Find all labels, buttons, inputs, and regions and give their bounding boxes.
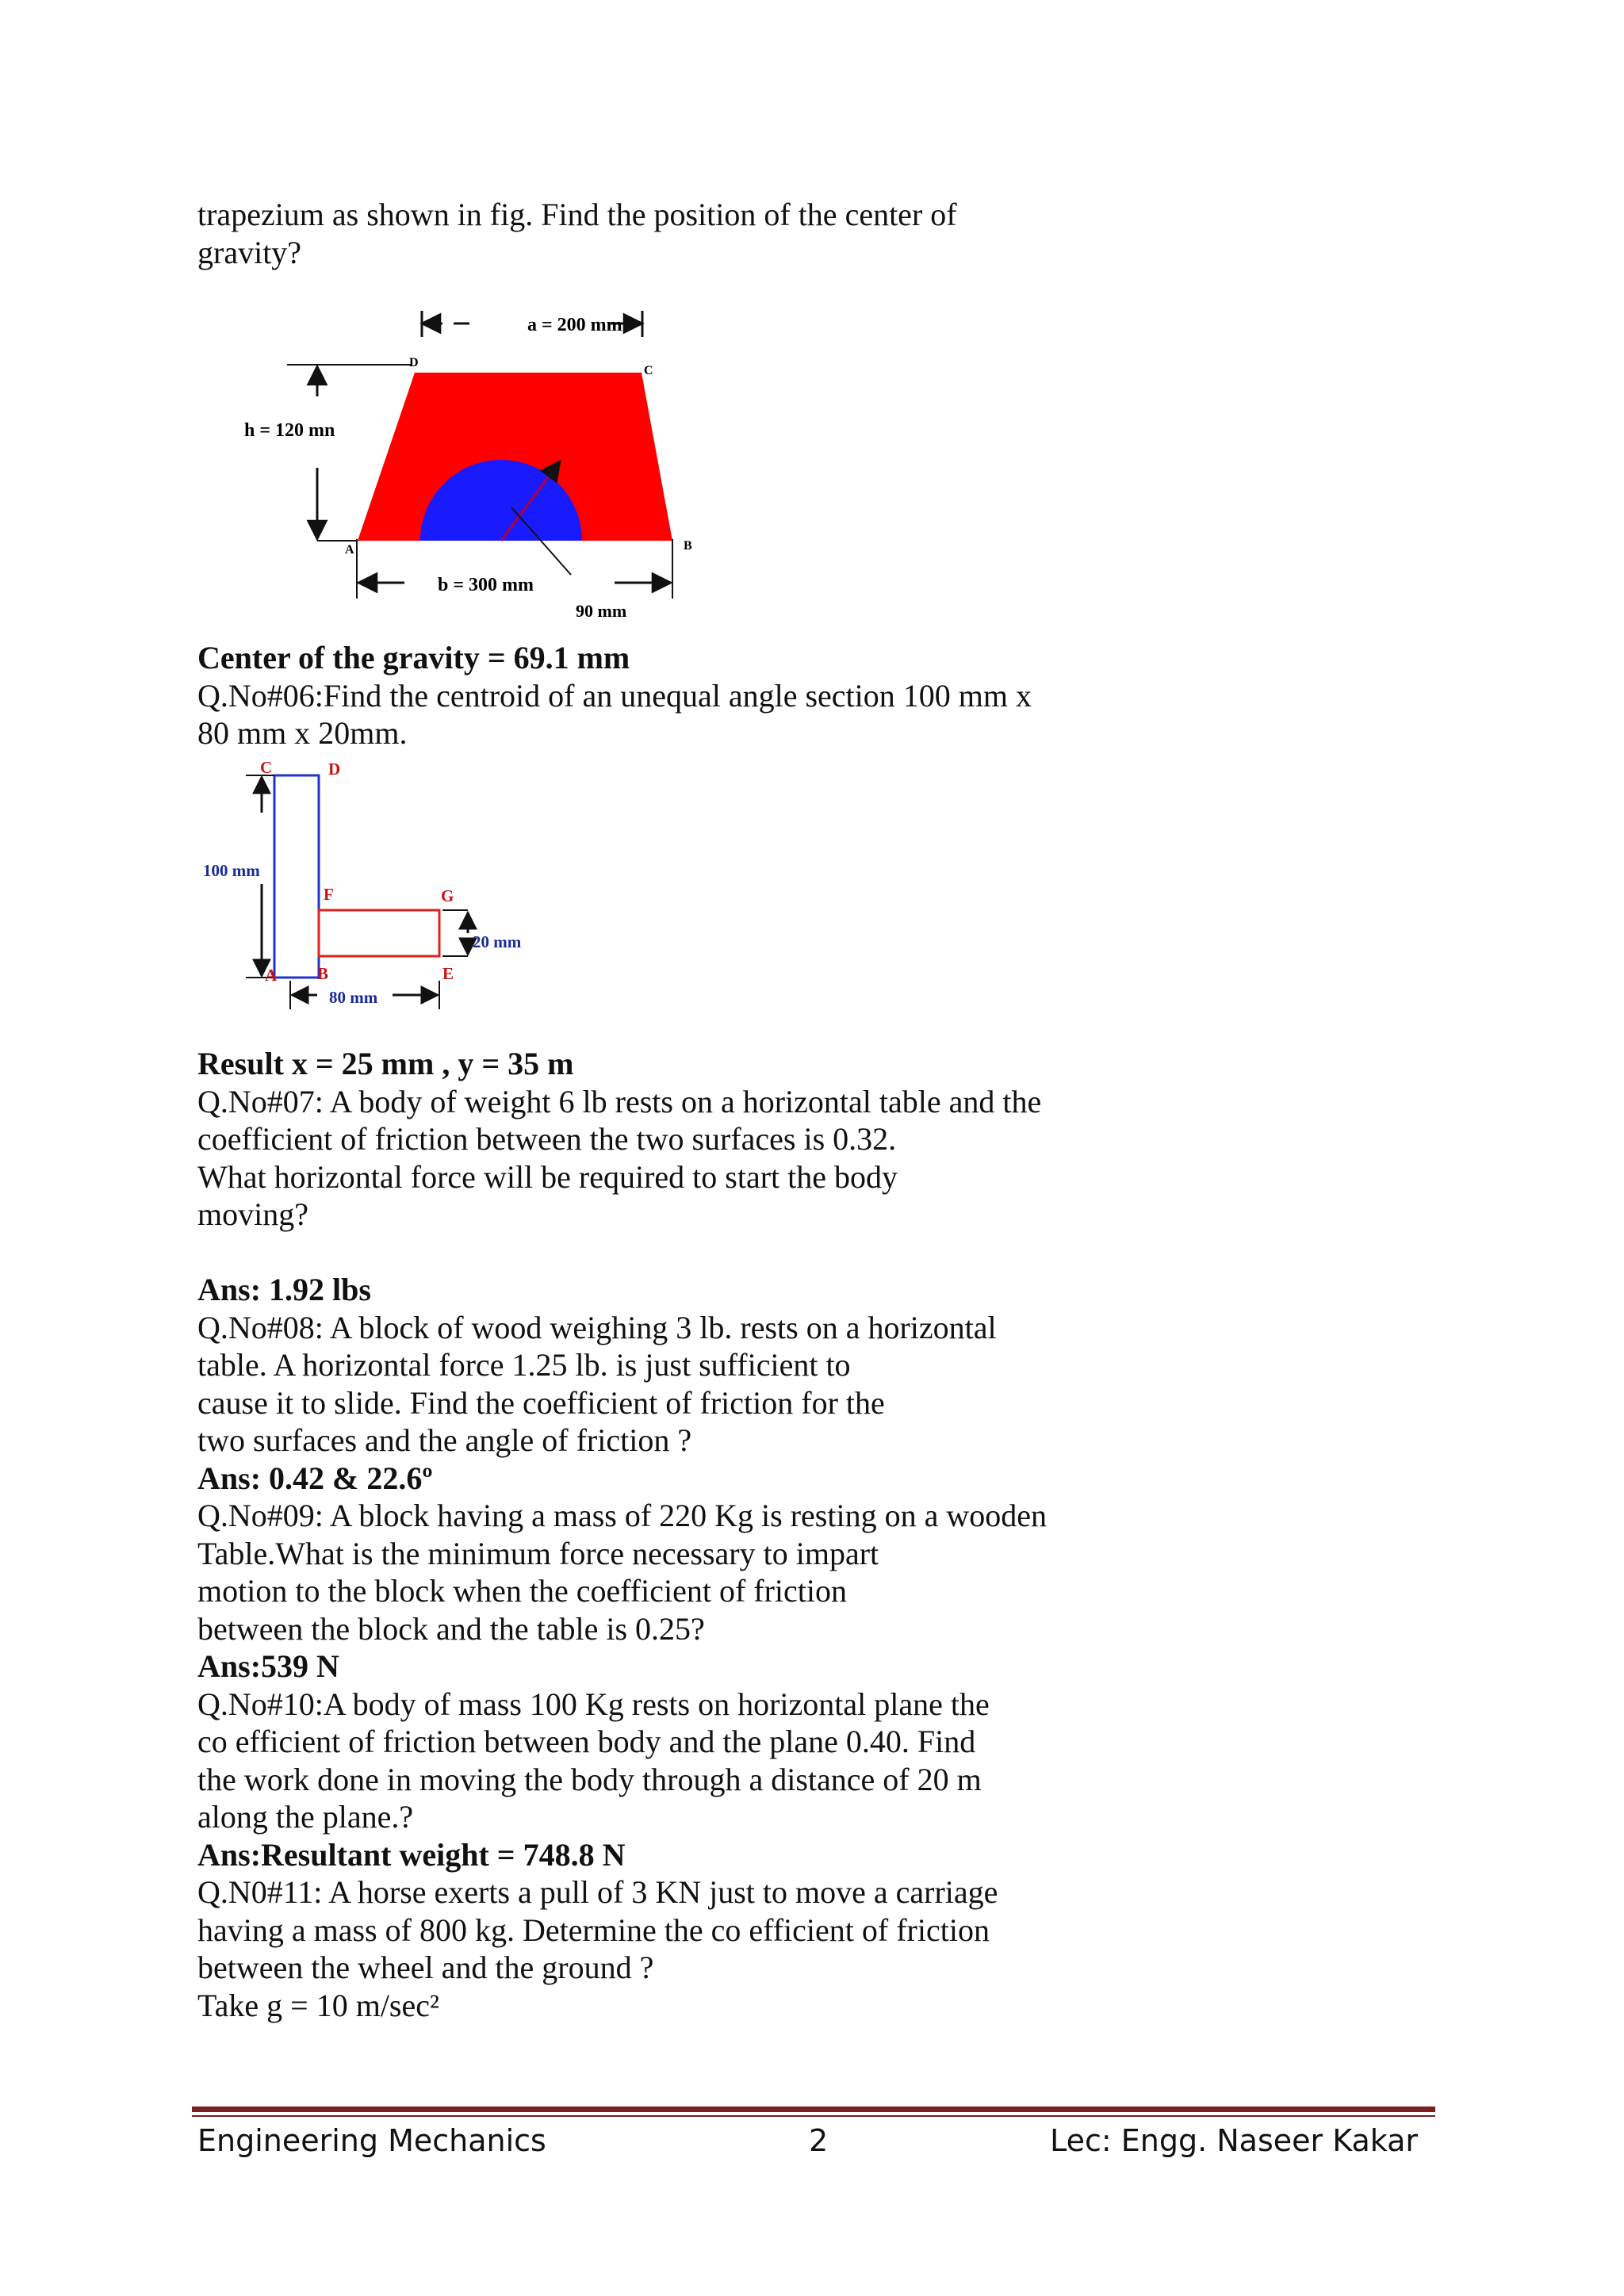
label-h: h = 120 mn xyxy=(244,420,335,441)
text-line xyxy=(197,1234,1197,1272)
text-line: Ans: 0.42 & 22.6º xyxy=(197,1460,433,1496)
text-line: Ans: 1.92 lbs xyxy=(197,1272,371,1307)
text-line: motion to the block when the coefficient of friction xyxy=(197,1573,848,1609)
text-line: trapezium as shown in fig. Find the position of the center of xyxy=(197,197,957,232)
label-b: b = 300 mm xyxy=(438,575,534,595)
text-line: having a mass of 800 kg. Determine the co efficient of friction xyxy=(197,1911,990,1948)
label-e: E xyxy=(442,964,454,983)
footer-right: Lec: Engg. Naseer Kakar xyxy=(1050,2123,1418,2158)
footer-left: Engineering Mechanics xyxy=(197,2123,546,2158)
label-corner-d: D xyxy=(409,356,419,369)
intro-text xyxy=(197,196,1197,271)
text-line: Q.No#08: A block of wood weighing 3 lb. rests on a horizontal xyxy=(197,1309,997,1345)
footer-rule-thin xyxy=(192,2115,1435,2117)
label-g: G xyxy=(441,886,454,905)
label-corner-a: A xyxy=(345,543,354,557)
text-line: co efficient of friction between body and the plane 0.40. Find xyxy=(197,1724,976,1759)
text-line: What horizontal force will be required to start the body xyxy=(197,1158,898,1195)
label-d: D xyxy=(328,760,341,779)
text-line: Ans:539 N xyxy=(197,1648,339,1684)
horizontal-leg xyxy=(319,910,439,956)
text-line: 80 mm x 20mm. xyxy=(197,715,408,751)
label-corner-c: C xyxy=(644,364,653,377)
label-r: 90 mm xyxy=(576,601,627,621)
trapezium-figure xyxy=(238,301,714,626)
vertical-leg xyxy=(274,775,319,978)
block-3 xyxy=(197,1045,1197,2024)
text-line: two surfaces and the angle of friction ? xyxy=(197,1422,692,1458)
text-line: Ans:Resultant weight = 748.8 N xyxy=(197,1836,626,1873)
text-line: Q.No#09: A block having a mass of 220 Kg is resting on a wooden xyxy=(197,1498,1047,1533)
text-line: moving? xyxy=(197,1196,308,1232)
text-line: cause it to slide. Find the coefficient of friction for the xyxy=(197,1384,885,1421)
label-f: F xyxy=(324,885,334,904)
text-line: gravity? xyxy=(197,234,302,270)
label-b: B xyxy=(317,964,329,983)
block-2 xyxy=(197,639,1197,752)
text-line: Q.No#07: A body of weight 6 lb rests on a horizontal table and the xyxy=(197,1083,1042,1119)
text-line: Q.No#06:Find the centroid of an unequal angle section 100 mm x xyxy=(197,677,1032,714)
text-line: the work done in moving the body through a distance of 20 m xyxy=(197,1761,982,1797)
label-height: 100 mm xyxy=(203,861,260,880)
text-line: Q.N0#11: A horse exerts a pull of 3 KN just to move a carriage xyxy=(197,1874,998,1910)
text-line: between the wheel and the ground ? xyxy=(197,1950,654,1985)
text-line: Q.No#10:A body of mass 100 Kg rests on horizontal plane the xyxy=(197,1686,990,1722)
text-line: Table.What is the minimum force necessary to impart xyxy=(197,1535,879,1571)
label-c: C xyxy=(260,758,273,777)
label-thickness: 20 mm xyxy=(473,932,522,951)
text-line: coefficient of friction between the two surfaces is 0.32. xyxy=(197,1121,897,1157)
text-line: table. A horizontal force 1.25 lb. is just sufficient to xyxy=(197,1347,851,1383)
text-line: Take g = 10 m/sec² xyxy=(197,1987,439,2023)
label-a: A xyxy=(265,966,278,985)
label-corner-b: B xyxy=(684,539,692,553)
text-line: between the block and the table is 0.25? xyxy=(197,1610,705,1647)
text-line: Center of the gravity = 69.1 mm xyxy=(197,640,630,675)
text-line: along the plane.? xyxy=(197,1799,414,1835)
angle-section-figure xyxy=(198,757,555,1011)
footer-page-number: 2 xyxy=(809,2123,829,2158)
footer-rule-thick xyxy=(192,2107,1435,2112)
label-a: a = 200 mm xyxy=(527,315,622,335)
label-width: 80 mm xyxy=(329,988,378,1007)
text-line: Result x = 25 mm , y = 35 m xyxy=(197,1046,574,1081)
